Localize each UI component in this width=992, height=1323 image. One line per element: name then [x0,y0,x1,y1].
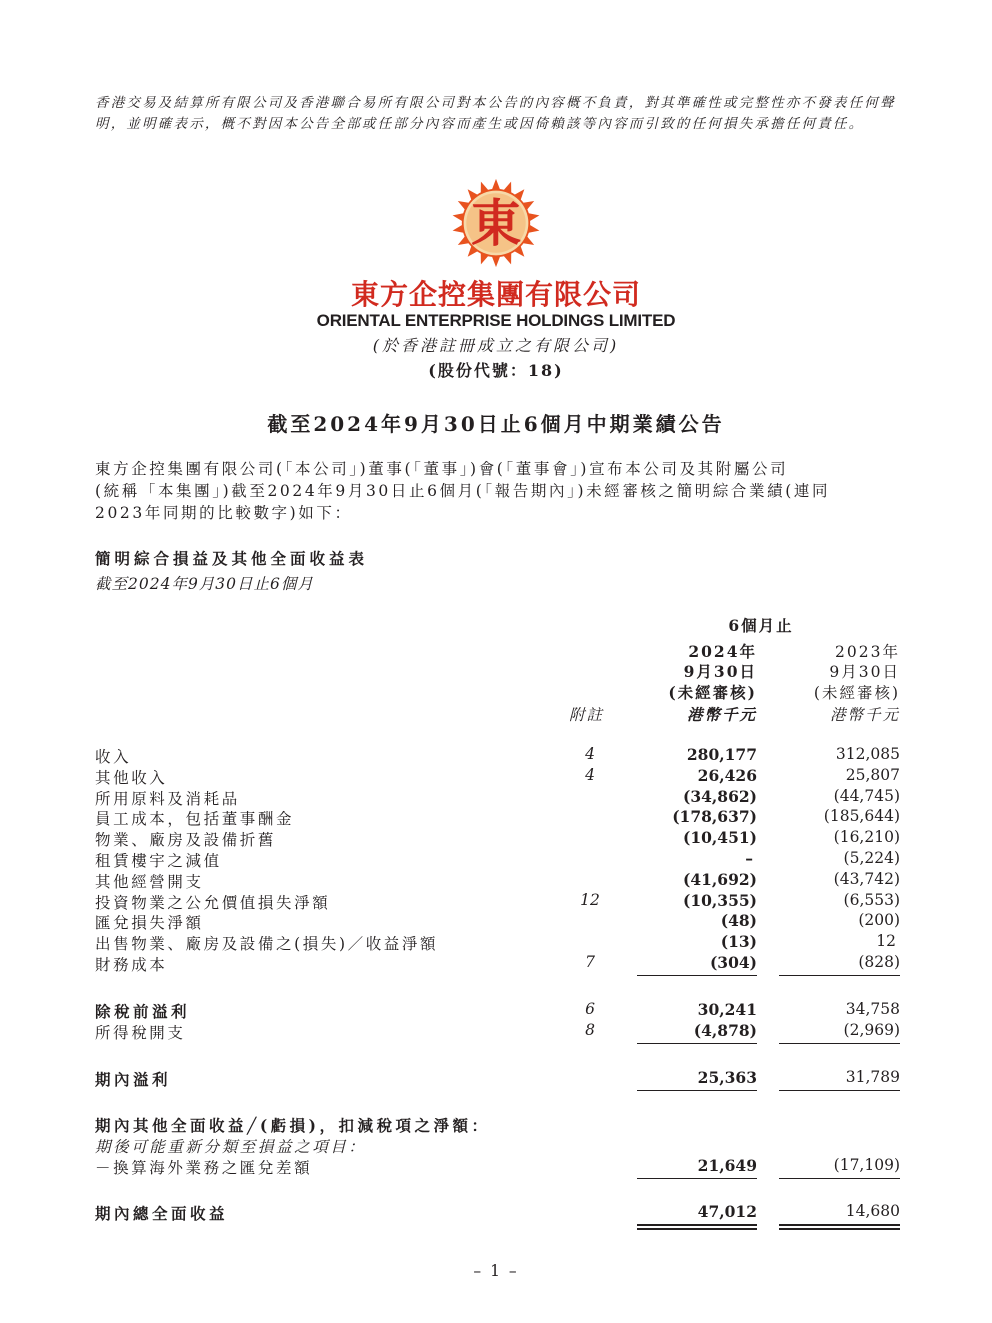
row-value-2024: 26,426 [697,766,757,785]
row-value-2024: – [745,849,753,868]
income-tax-label: 所得稅開支 [95,1024,186,1042]
double-rule-2024 [637,1224,757,1226]
income-tax-2024: (4,878) [693,1021,757,1040]
row-value-2023: 12 [876,932,896,950]
row-value-2023: 25,807 [845,766,900,784]
logo-glyph: 東 [470,194,522,253]
row-note: 4 [585,766,595,784]
row-label: 其他經營開支 [95,873,204,891]
row-label: 財務成本 [95,956,168,974]
col-2024-audit: (未經審核) [668,683,757,702]
col-2024-date: 9月30日 [683,662,757,681]
row-value-2023: (828) [858,953,900,971]
row-value-2024: (48) [720,911,757,930]
col-2023-year: 2023年 [835,643,900,661]
row-note: 7 [585,953,595,971]
row-value-2024: (34,862) [683,787,757,806]
period-header: 6個月止 [728,616,794,635]
statement-subtitle: 截至2024年9月30日止6個月 [95,575,314,593]
col-2024-unit: 港幣千元 [686,705,757,724]
company-name-chinese: 東方企控集團有限公司 [350,278,641,311]
intro-paragraph [95,458,900,524]
incorporation-note: (於香港註冊成立之有限公司) [372,336,620,355]
double-rule-2023 [779,1228,900,1230]
total-comprehensive-2024: 47,012 [697,1202,757,1221]
row-value-2024: (10,355) [683,891,757,910]
row-value-2024: (13) [720,932,757,951]
row-label: 匯兌損失淨額 [95,914,204,932]
profit-period-2024: 25,363 [697,1068,757,1087]
oci-subheading: 期後可能重新分類至損益之項目： [95,1138,367,1156]
announcement-title: 截至2024年9月30日止6個月中期業績公告 [267,412,725,436]
row-note: 6 [585,1000,595,1018]
row-label: 投資物業之公允價值損失淨額 [95,894,331,912]
stock-code: (股份代號：18) [428,361,564,380]
oci-item-label: －換算海外業務之匯兌差額 [95,1159,313,1177]
row-note: 12 [580,891,600,909]
profit-period-label: 期內溢利 [95,1070,172,1089]
subtotal-rule-2024 [637,1043,757,1044]
row-value-2024: 280,177 [686,745,757,764]
subtotal-rule-2023 [779,975,900,976]
oci-item-2024: 21,649 [697,1156,757,1175]
row-value-2023: (200) [858,911,900,929]
total-comprehensive-2023: 14,680 [845,1202,900,1220]
intro-line: 東方企控集團有限公司(「本公司」)董事(「董事」)會(「董事會」)宣布本公司及其附屬公司 [95,460,789,478]
subtotal-rule-2023 [779,1043,900,1044]
intro-line: (統稱「本集團」)截至2024年9月30日止6個月(「報告期內」)未經審核之簡明綜合業績(連同 [95,482,831,500]
row-value-2024: (304) [709,953,757,972]
oci-item-2023: (17,109) [833,1156,900,1174]
row-label: 出售物業、廠房及設備之(損失)／收益淨額 [95,935,439,953]
row-value-2024: (178,637) [672,807,757,826]
col-2023-audit: (未經審核) [813,684,900,702]
row-value-2024: (41,692) [683,870,757,889]
double-rule-2023 [779,1224,900,1226]
row-note: 8 [585,1021,595,1039]
row-value-2024: (10,451) [683,828,757,847]
intro-line: 2023年同期的比較數字)如下： [95,504,353,522]
row-value-2023: 312,085 [835,745,900,763]
row-label: 收入 [95,748,132,766]
row-value-2023: (5,224) [843,849,900,867]
row-label: 租賃樓宇之減值 [95,852,222,870]
row-value-2023: (44,745) [833,787,900,805]
row-label: 所用原料及消耗品 [95,790,240,808]
company-name-english: ORIENTAL ENTERPRISE HOLDINGS LIMITED [316,311,676,330]
row-label: 物業、廠房及設備折舊 [95,831,277,849]
profit-before-tax-2024: 30,241 [697,1000,757,1019]
profit-before-tax-label: 除稅前溢利 [95,1002,191,1021]
row-note: 4 [585,745,595,763]
statement-title: 簡明綜合損益及其他全面收益表 [95,549,369,568]
double-rule-2024 [637,1228,757,1230]
row-value-2023: (43,742) [833,870,900,888]
col-2023-date: 9月30日 [829,663,900,681]
total-comprehensive-label: 期內總全面收益 [95,1204,229,1223]
disclaimer: 香港交易及結算所有限公司及香港聯合易所有限公司對本公告的內容概不負責，對其準確性或完整性亦不發表任何聲明，並明確表示，概不對因本公告全部或任部分內容而產生或因倚賴該等內容而引致的任何損失承擔任何責任。 [95,95,896,132]
subtotal-rule-2023 [779,1178,900,1179]
subtotal-rule-2024 [637,1090,757,1091]
profit-period-2023: 31,789 [845,1068,900,1086]
subtotal-rule-2024 [637,1178,757,1179]
row-label: 其他收入 [95,769,168,787]
subtotal-rule-2024 [637,975,757,976]
row-label: 員工成本，包括董事酬金 [95,810,295,828]
col-2023-unit: 港幣千元 [829,706,900,724]
company-logo-icon [451,178,541,268]
income-tax-2023: (2,969) [843,1021,900,1039]
col-2024-year: 2024年 [688,642,757,661]
row-value-2023: (185,644) [823,807,900,825]
notes-header: 附註 [569,706,605,724]
row-value-2023: (16,210) [833,828,900,846]
oci-heading: 期內其他全面收益╱(虧損)，扣減稅項之淨額： [95,1116,491,1135]
profit-before-tax-2023: 34,758 [845,1000,900,1018]
subtotal-rule-2023 [779,1090,900,1091]
page-number: – 1 – [473,1262,519,1280]
row-value-2023: (6,553) [843,891,900,909]
